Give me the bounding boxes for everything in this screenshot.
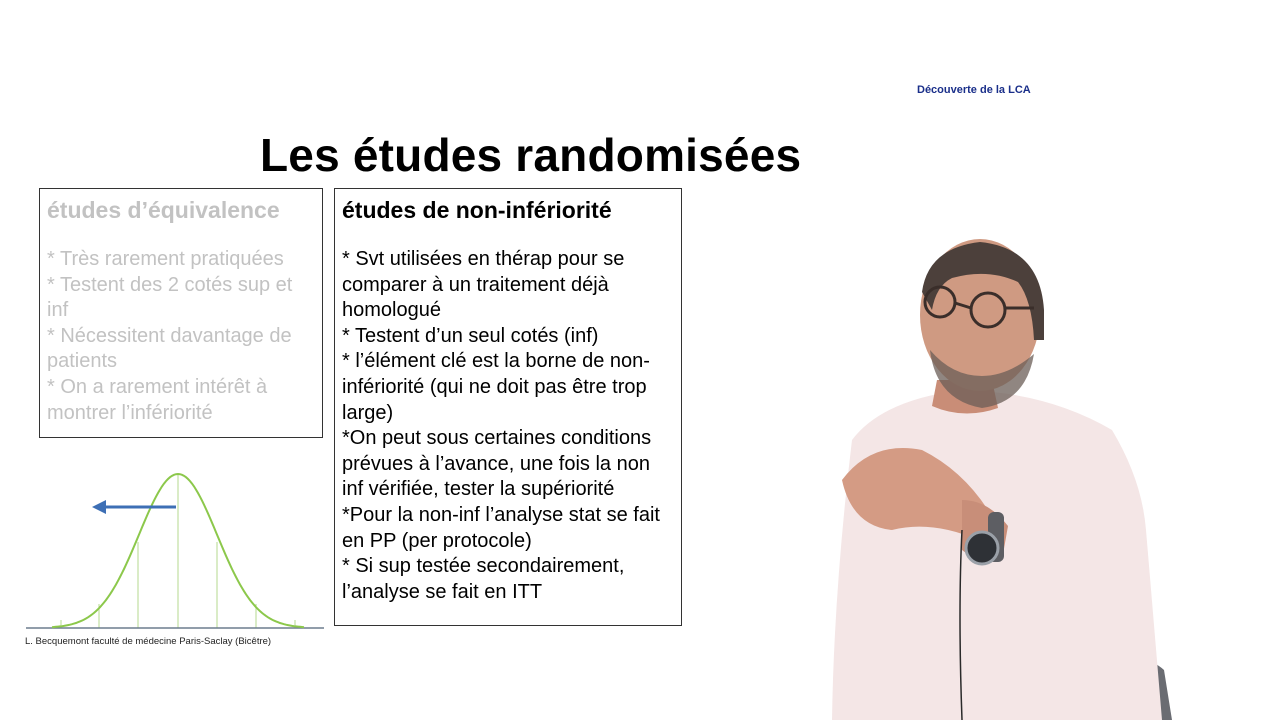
arrow-head	[92, 500, 106, 514]
equivalence-list	[47, 247, 315, 426]
list-item: * On a rarement intérêt à montrer l’infériorité	[47, 375, 268, 424]
header-tag: Découverte de la LCA	[917, 84, 1031, 96]
list-item: * l’élément clé est la borne de non-infériorité (qui ne doit pas être trop large)	[342, 350, 650, 424]
list-item: * Très rarement pratiquées	[47, 248, 284, 270]
speaker-figure	[812, 230, 1172, 720]
footer-credit: L. Becquemont faculté de médecine Paris-Saclay (Bicêtre)	[25, 636, 272, 647]
watch-face	[966, 532, 998, 564]
non-inferiority-box	[334, 188, 682, 626]
non-inferiority-list	[342, 247, 674, 605]
gridlines	[61, 474, 295, 628]
bell-curve-diagram	[24, 460, 326, 632]
list-item: *Pour la non-inf l’analyse stat se fait en PP (per protocole)	[342, 503, 660, 552]
equivalence-heading: études d’équivalence	[47, 197, 280, 223]
list-item: * Nécessitent davantage de patients	[47, 324, 292, 373]
list-item: *On peut sous certaines conditions prévues à l’avance, une fois la non inf vérifiée, tester la supériorité	[342, 427, 652, 501]
list-item: * Testent des 2 cotés sup et inf	[47, 273, 293, 322]
left-arrow-icon	[92, 500, 176, 514]
slide-title: Les études randomisées	[260, 129, 802, 181]
non-inferiority-heading: études de non-infériorité	[342, 197, 612, 223]
equivalence-box	[39, 188, 323, 438]
list-item: * Svt utilisées en thérap pour se comparer à un traitement déjà homologué	[342, 248, 625, 322]
list-item: * Testent d’un seul cotés (inf)	[342, 324, 599, 347]
list-item: * Si sup testée secondairement, l’analyse se fait en ITT	[342, 555, 625, 603]
